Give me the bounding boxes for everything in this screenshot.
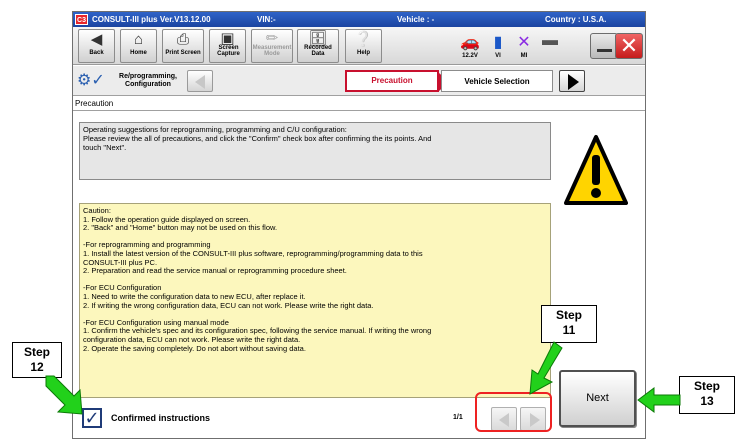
warning-icon: [564, 133, 628, 209]
title-bar: [73, 12, 645, 27]
arrow-step-13-icon: [636, 386, 682, 414]
arrow-step-12-icon: [44, 374, 90, 418]
caution-line: 1. Confirm the vehicle's spec and its configuration spec, following the service manual. If writing the wrong: [83, 326, 432, 336]
section-label: Re/programming, Configuration: [119, 73, 177, 88]
callout-text: Step: [693, 379, 720, 393]
info-line: Please review the all of precautions, and click the "Confirm" check box after confirming the its points. And: [83, 134, 432, 143]
back-button[interactable]: ◀ Back: [78, 29, 115, 63]
checkmark-icon: ✓: [84, 408, 100, 428]
caution-line: CONSULT-III plus PC.: [83, 257, 158, 267]
battery-voltage: 12.2V: [462, 53, 478, 59]
caution-line: Caution:: [83, 206, 111, 215]
caution-line: 1. Install the latest version of the CONSULT-III plus software, reprogramming/programming data to this: [83, 248, 423, 258]
caution-line: 1. Need to write the configuration data to new ECU, after replace it.: [83, 291, 306, 301]
callout-text: 11: [562, 323, 576, 337]
callout-step-13: [679, 376, 735, 414]
callout-text: Step: [555, 308, 582, 322]
close-icon: ✕: [619, 33, 639, 58]
mi-label: MI: [520, 53, 528, 59]
vi-label: VI: [495, 53, 501, 59]
caution-box: [79, 203, 551, 398]
close-button[interactable]: [615, 33, 643, 59]
app-version: CONSULT-III plus Ver.V13.12.00: [92, 15, 211, 24]
home-icon: ⌂: [133, 31, 144, 48]
minimize-button[interactable]: [590, 33, 618, 59]
caution-line: 2. "Back" and "Home" button may not be used on this flow.: [83, 223, 278, 233]
nav-forward-arrow[interactable]: [559, 70, 585, 92]
caution-line: 2. If writing the wrong configuration data, ECU can not work. Please write the right data.: [83, 300, 374, 310]
page-indicator: 1/1: [453, 414, 463, 421]
camera-icon: ▣: [220, 30, 235, 47]
info-line: touch "Next".: [83, 143, 127, 152]
printer-icon: ⎙: [176, 31, 189, 48]
callout-text: 13: [700, 394, 714, 408]
print-screen-button[interactable]: ⎙ Print Screen: [162, 29, 204, 63]
callout-step-12: [12, 342, 62, 378]
recorded-data-icon: 🗄: [308, 30, 328, 47]
arrow-step-11-icon: [526, 340, 566, 396]
confirm-label: Confirmed instructions: [111, 413, 211, 423]
screen-capture-button[interactable]: ▣ Screen Capture: [209, 29, 246, 63]
caution-line: -For ECU Configuration using manual mode: [83, 317, 229, 327]
info-line: Operating suggestions for reprogramming, programming and C/U configuration:: [83, 125, 347, 134]
vehicle-label: Vehicle : -: [397, 15, 435, 24]
help-button[interactable]: ❔ Help: [345, 29, 382, 63]
measurement-icon: ✏: [265, 30, 279, 47]
page-buttons-highlight: [475, 392, 552, 432]
back-arrow-icon: ◀: [90, 31, 103, 48]
caution-line: 2. Operate the saving completely. Do not abort without saving data.: [83, 343, 306, 353]
callout-text: Step: [23, 345, 50, 359]
caution-line: -For reprogramming and programming: [83, 240, 211, 250]
reprogramming-icon: ⚙✓: [77, 72, 105, 89]
car-battery-icon: 🚗: [460, 34, 480, 51]
toolbar: [73, 27, 645, 65]
home-button[interactable]: ⌂ Home: [120, 29, 157, 63]
help-icon: ❔: [354, 31, 373, 48]
country-label: Country : U.S.A.: [545, 15, 607, 24]
tab-vehicle-selection: Vehicle Selection: [441, 70, 553, 92]
vi-connection-icon: ▮: [493, 34, 503, 51]
navigation-bar: [73, 66, 645, 96]
callout-text: 12: [30, 360, 44, 374]
consult-logo-icon: C3: [75, 14, 88, 25]
operating-suggestions-box: [79, 122, 551, 180]
status-indicator-icon: ▬: [542, 32, 558, 49]
recorded-data-button[interactable]: 🗄 Recorded Data: [297, 29, 339, 63]
vin-label: VIN:-: [257, 15, 276, 24]
caution-line: -For ECU Configuration: [83, 283, 162, 293]
divider: [73, 110, 645, 111]
caution-line: configuration data, ECU can not work. Please write the right data.: [83, 334, 301, 344]
page-title: Precaution: [75, 99, 114, 108]
next-button[interactable]: Next: [559, 370, 636, 427]
caution-line: 2. Preparation and read the service manual or reprogramming procedure sheet.: [83, 266, 347, 276]
measurement-mode-button[interactable]: ✏ Measurement Mode: [251, 29, 293, 63]
caution-line: 1. Follow the operation guide displayed on screen.: [83, 214, 251, 224]
mi-disconnected-icon: ✕: [517, 34, 531, 51]
callout-step-11: [541, 305, 597, 343]
nav-back-arrow[interactable]: [187, 70, 213, 92]
tab-precaution: Precaution: [345, 70, 439, 92]
